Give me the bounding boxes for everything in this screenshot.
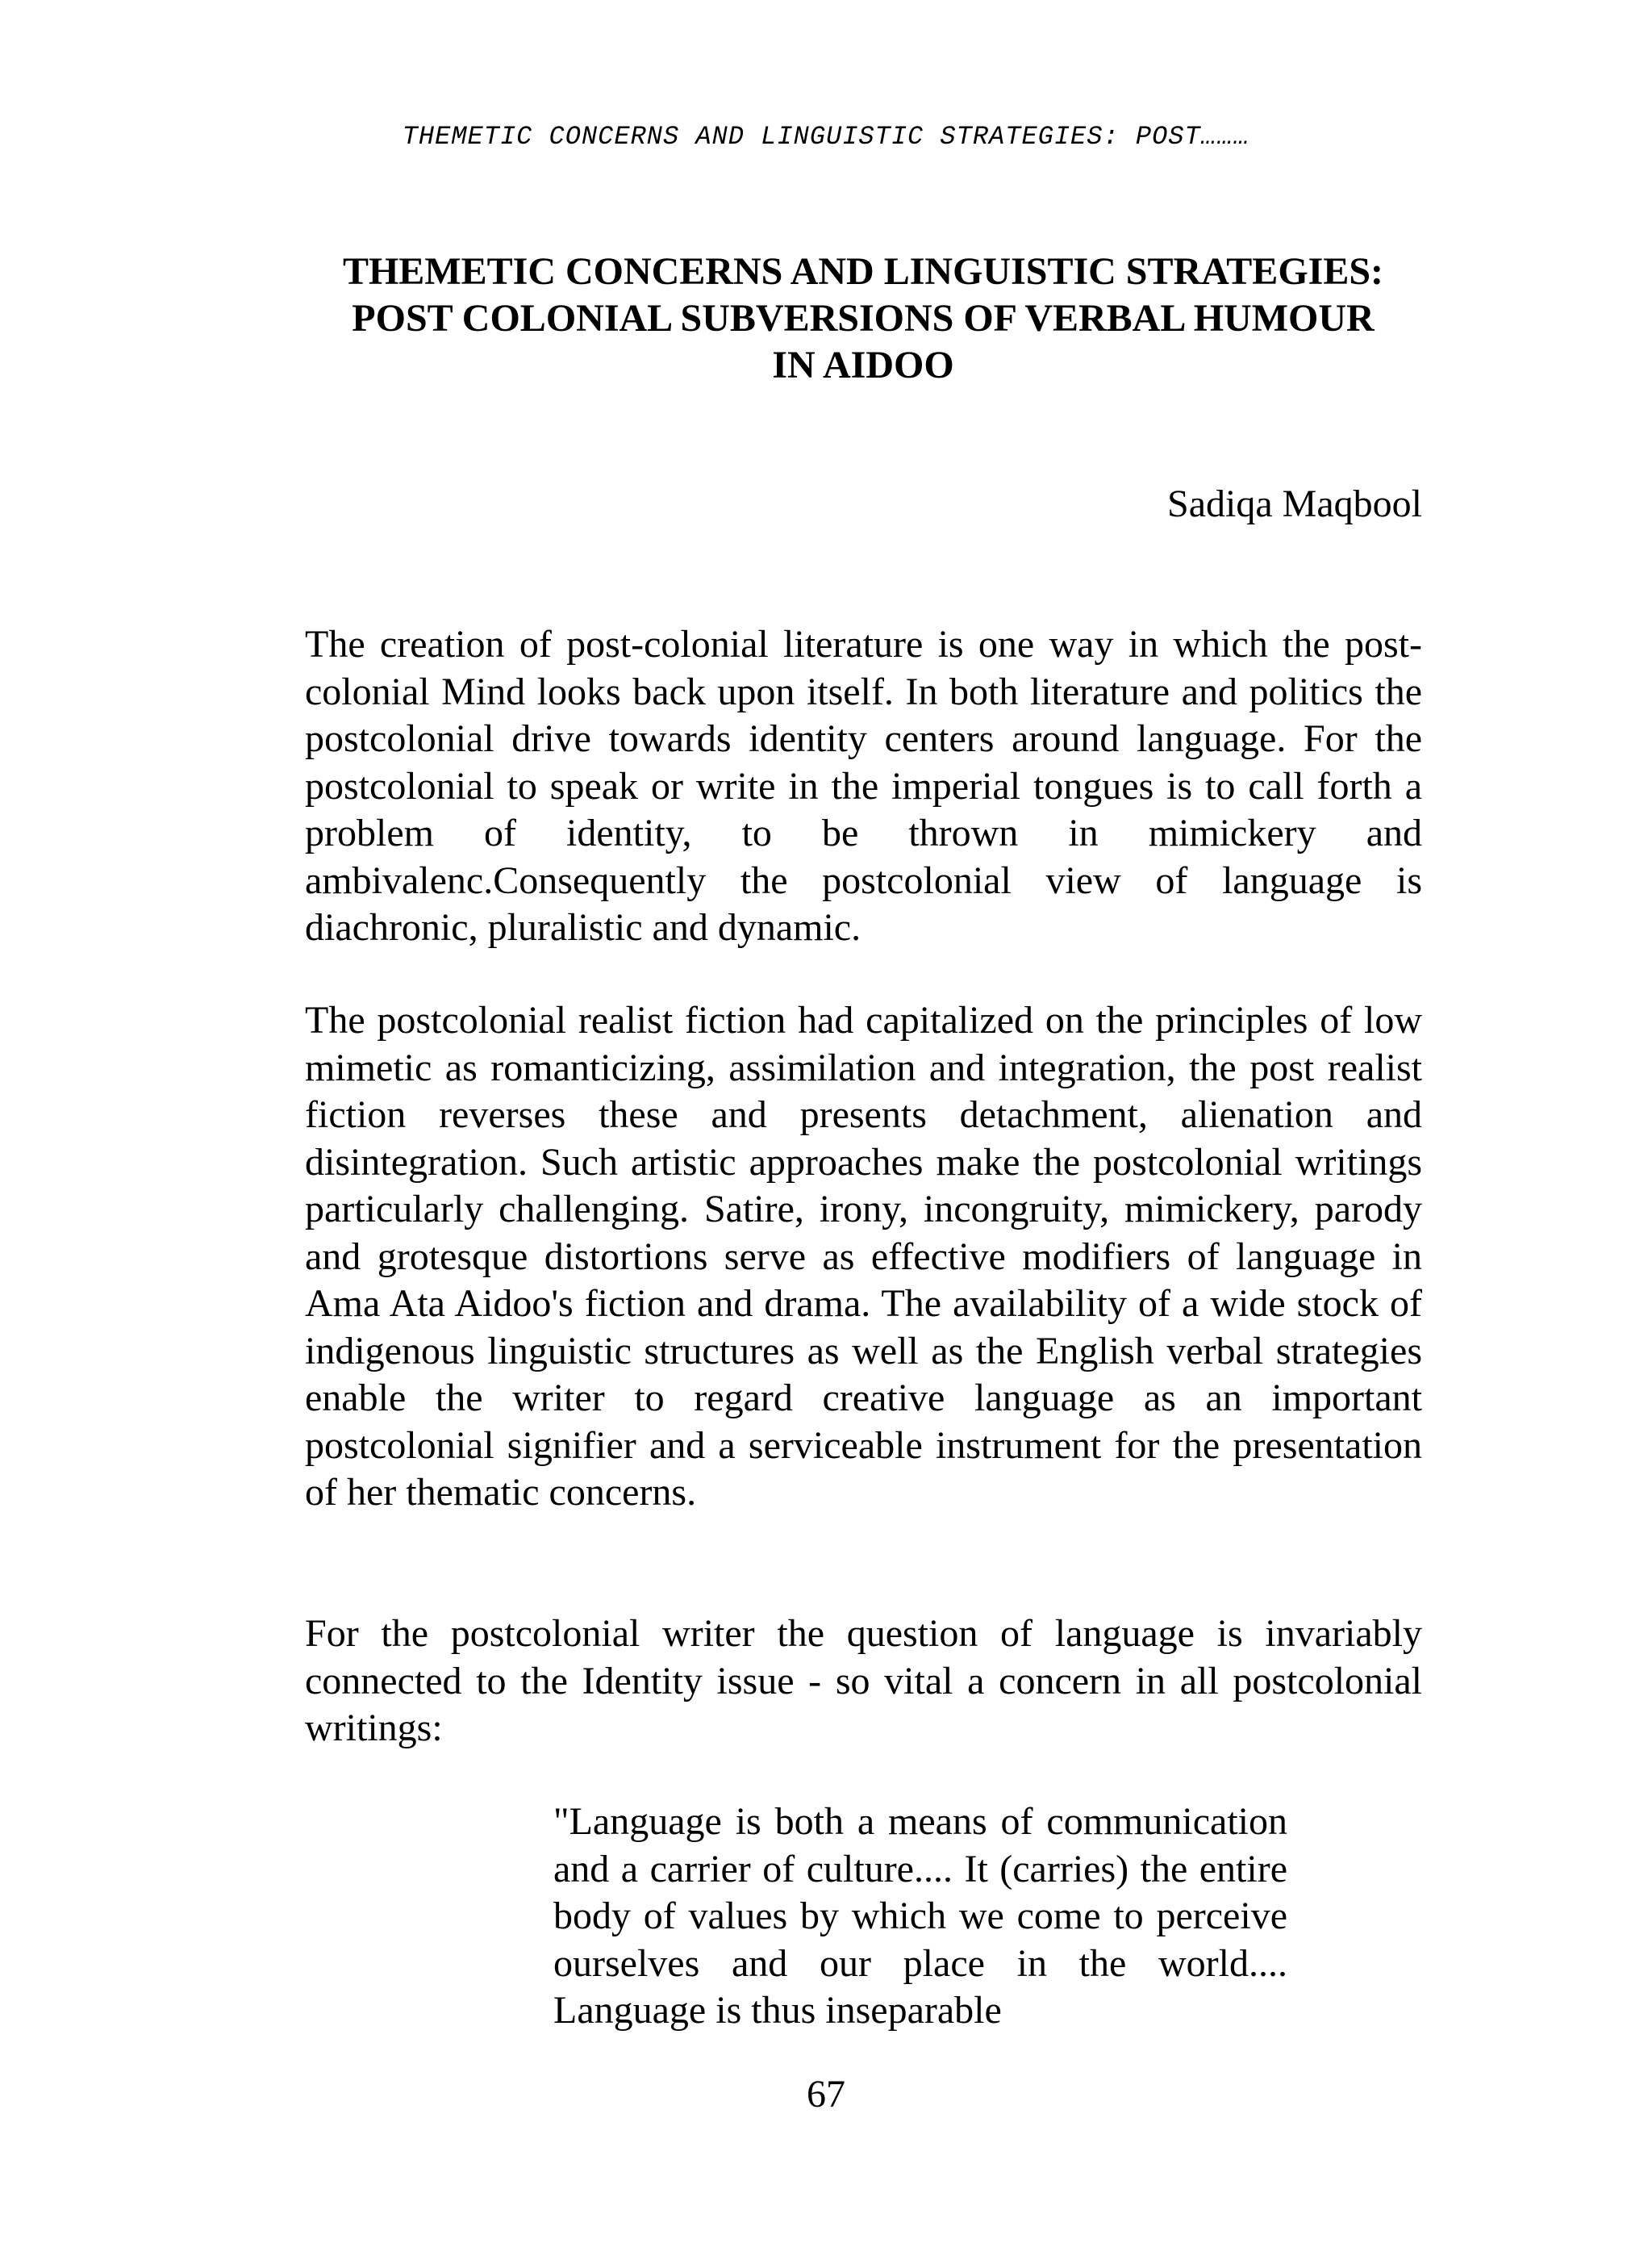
- article-title-line-2: POST COLONIAL SUBVERSIONS OF VERBAL HUMOUR: [352, 297, 1375, 340]
- body-paragraph-3: For the postcolonial writer the question of language is invariably connected to the Identity issue - so vital a concern in all postcolonial writings:: [305, 1612, 1422, 1749]
- article-title-line-1: THEMETIC CONCERNS AND LINGUISTIC STRATEGIES:: [342, 250, 1384, 293]
- block-quote: "Language is both a means of communication and a carrier of culture.... It (carries) the entire body of values by which we come to perceive ourselves and our place in the world.... Language is thus inseparable: [553, 1800, 1287, 2032]
- page-number: 67: [807, 2073, 845, 2116]
- running-header: THEMETIC CONCERNS AND LINGUISTIC STRATEGIES: POST………: [402, 122, 1250, 152]
- body-paragraph-1: The creation of post-colonial literature is one way in which the post-colonial Mind looks back upon itself. In both literature and politics the postcolonial drive towards identity centers around language. For the postcolonial to speak or write in the imperial tongues is to call forth a problem of identity, to be thrown in mimickery and ambivalenc.Consequently the postcolonial view of language is diachronic, pluralistic and dynamic.: [305, 623, 1422, 949]
- author-name: Sadiqa Maqbool: [1167, 482, 1422, 525]
- article-title-line-3: IN AIDOO: [772, 344, 954, 386]
- article-title: [266, 249, 1460, 389]
- body-paragraph-2: The postcolonial realist fiction had capitalized on the principles of low mimetic as romanticizing, assimilation and integration, the post realist fiction reverses these and presents detachment, alienation and disintegration. Such artistic approaches make the postcolonial writings particularly challenging. Satire, irony, incongruity, mimickery, parody and grotesque distortions serve as effective modifiers of language in Ama Ata Aidoo's fiction and drama. The availability of a wide stock of indigenous linguistic structures as well as the English verbal strategies enable the writer to regard creative language as an important postcolonial signifier and a serviceable instrument for the presentation of her thematic concerns.: [305, 999, 1422, 1514]
